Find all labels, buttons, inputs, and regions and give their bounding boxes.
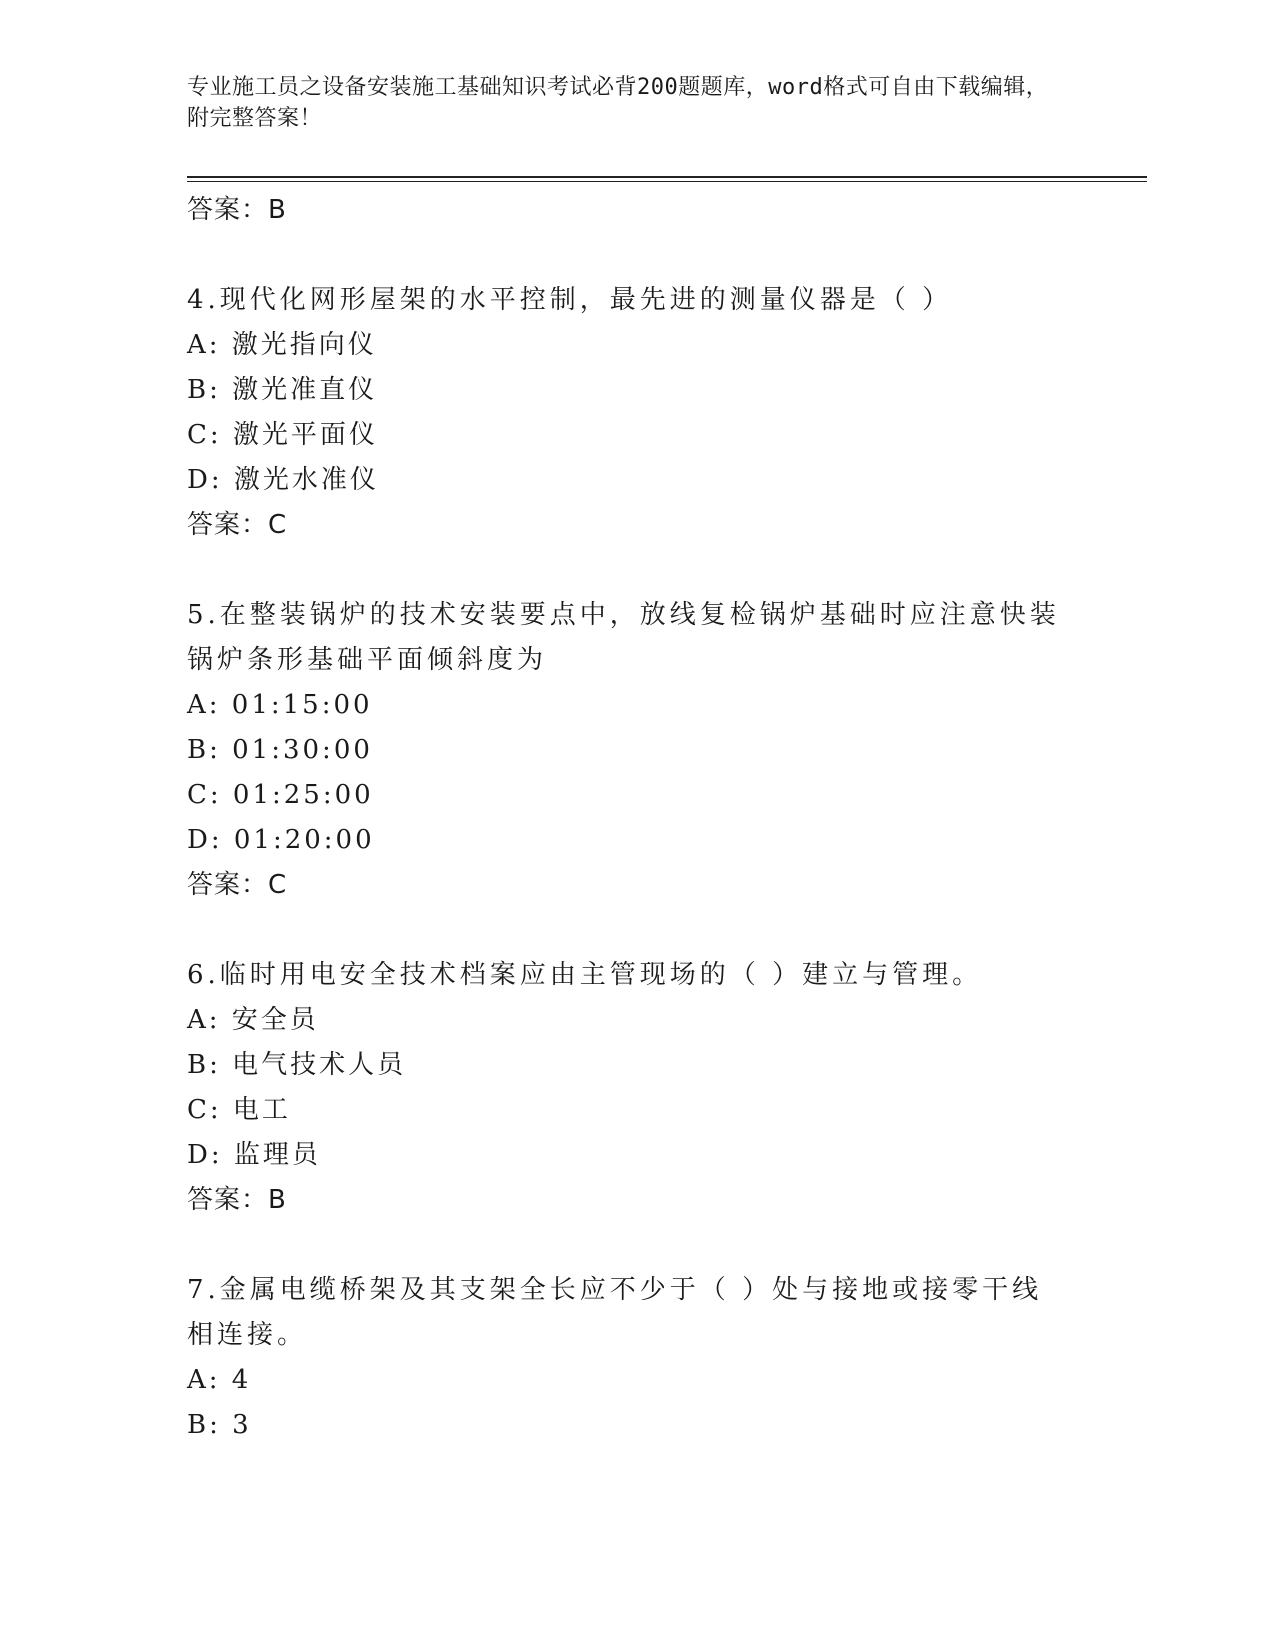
option-a: A: 安全员 — [187, 1005, 319, 1035]
option-b: B: 激光准直仪 — [187, 375, 378, 405]
option-a: A: 4 — [187, 1365, 252, 1395]
option-d: D: 监理员 — [187, 1140, 321, 1170]
option-a: A: 激光指向仪 — [187, 330, 377, 360]
document-content — [187, 188, 1147, 1448]
option-b: B: 电气技术人员 — [187, 1050, 407, 1080]
header-divider-thin — [187, 181, 1147, 182]
option-a: A: 01:15:00 — [187, 690, 373, 720]
option-b: B: 3 — [187, 1410, 252, 1440]
question-block — [187, 593, 1147, 908]
option-c: C: 01:25:00 — [187, 780, 374, 810]
option-c: C: 激光平面仪 — [187, 420, 378, 450]
answer-line: 答案：B — [187, 195, 287, 225]
document-header-title: 专业施工员之设备安装施工基础知识考试必背200题题库，word格式可自由下载编辑，附完整答案！ — [187, 75, 1049, 131]
question-block — [187, 953, 1147, 1223]
option-d: D: 01:20:00 — [187, 825, 375, 855]
question-block — [187, 278, 1147, 548]
option-d: D: 激光水准仪 — [187, 465, 379, 495]
header-divider-thick — [187, 176, 1147, 178]
question-stem: 6.临时用电安全技术档案应由主管现场的（ ）建立与管理。 — [187, 960, 983, 990]
question-stem: 4.现代化网形屋架的水平控制，最先进的测量仪器是（ ） — [187, 285, 953, 315]
question-stem: 7.金属电缆桥架及其支架全长应不少于（ ）处与接地或接零干线相连接。 — [187, 1275, 1043, 1350]
answer-line: 答案：C — [187, 510, 288, 540]
answer-line: 答案：B — [187, 1185, 287, 1215]
question-stem: 5.在整装锅炉的技术安装要点中，放线复检锅炉基础时应注意快装锅炉条形基础平面倾斜度为 — [187, 600, 1060, 675]
option-b: B: 01:30:00 — [187, 735, 373, 765]
option-c: C: 电工 — [187, 1095, 291, 1125]
answer-line: 答案：C — [187, 870, 288, 900]
question-block — [187, 1268, 1147, 1448]
